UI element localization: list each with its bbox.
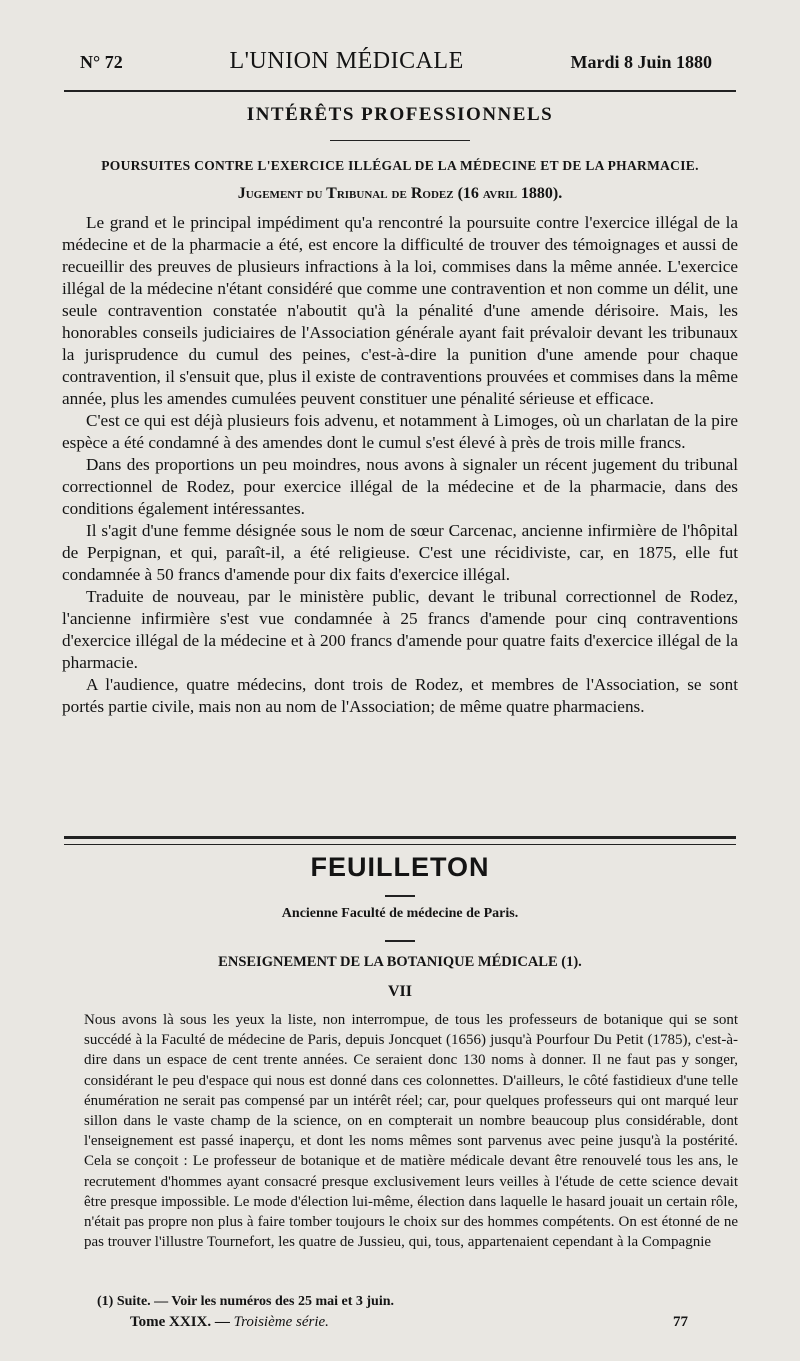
article-paragraph: A l'audience, quatre médecins, dont trois de Rodez, et membres de l'Association, se sont portés partie civile, mais non au nom de l'Association; de même quatre pharmaciens. — [62, 675, 738, 716]
feuilleton-dash — [385, 895, 415, 897]
article-paragraph: C'est ce qui est déjà plusieurs fois advenu, et notamment à Limoges, où un charlatan de la pire espèce a été condamné à des amendes dont le cumul s'est élevé à près de trois mille francs. — [62, 411, 738, 452]
volume-number: Tome XXIX. — — [130, 1314, 230, 1330]
journal-title: L'UNION MÉDICALE — [229, 48, 464, 74]
issue-date: Mardi 8 Juin 1880 — [570, 52, 712, 72]
page-number: 77 — [673, 1314, 688, 1330]
faculty-heading: Ancienne Faculté de médecine de Paris. — [281, 906, 519, 921]
feuilleton-paragraph: Nous avons là sous les yeux la liste, non interrompue, de tous les professeurs de botanique qui se sont succédé à la Faculté de médecine de Paris, depuis Joncquet (1656) jusqu'à Pourfour Du Petit (1785), c'est-à-dire dans un espace de cent trente années. Ce seraient donc 130 noms à donner. Il ne faut pas y songer, considérant le peu d'espace qui nous est donné dans ces colonnettes. D'ailleurs, le côté fastidieux d'une telle énumération ne serait pas compensé par un intérêt réel; car, pour quelques professeurs qui ont marqué leur sillon dans le vaste champ de la science, on en compterait un nombre beaucoup plus considérable, dont l'enseignement est passé inaperçu, et dont les noms mêmes sont parvenus avec peine jusqu'à la postérité. Cela se conçoit : Le professeur de botanique et de matière médicale devant être renouvelé tous les ans, le recrutement d'hommes ayant consacré presque exclusivement leurs veilles à l'étude de cette science devait être presque impossible. Le mode d'élection lui-même, élection dans laquelle le hasard jouait un certain rôle, n'était pas propre non plus à faire tomber toujours le choix sur des hommes compétents. On est étonné de ne pas trouver l'illustre Tournefort, les quatre de Jussieu, qui, tous, appartenaient cependant à la Compagnie — [84, 1012, 738, 1251]
feuilleton-rule — [64, 836, 736, 845]
section-divider — [330, 140, 470, 141]
article-paragraph: Le grand et le principal impédiment qu'a rencontré la poursuite contre l'exercice illégal de la médecine et de la pharmacie a été, est encore la difficulté de trouver des témoignages et aussi de recueillir des preuves de plusieurs infractions à la loi, commises dans la même année. L'exercice illégal de la médecine n'étant considéré que comme une contravention et non comme un délit, une seule contravention constatée n'aboutit qu'à la pénalité d'une amende dérisoire. Mais, les honorables conseils judiciaires de l'Association générale ayant fait prévaloir devant les tribunaux la jurisprudence du cumul des peines, c'est-à-dire la punition d'une amende pour chaque contravention, il s'ensuit que, plus il existe de contraventions prouvées et commises dans la même année, plus les amendes cumulées peuvent constituer une pénalité sérieuse et efficace. — [62, 213, 738, 408]
header-rule — [64, 90, 736, 92]
article-paragraph: Dans des proportions un peu moindres, nous avons à signaler un récent jugement du tribunal correctionnel de Rodez, pour exercice illégal de la médecine et de la pharmacie, dans des conditions également intéressantes. — [62, 455, 738, 518]
article-body — [62, 212, 738, 718]
series-label: Troisième série. — [233, 1314, 329, 1330]
feuilleton-body — [84, 1010, 738, 1252]
feuilleton-title: FEUILLETON — [310, 852, 490, 882]
faculty-dash — [385, 940, 415, 942]
footnote: (1) Suite. — Voir les numéros des 25 mai et 3 juin. — [97, 1294, 394, 1309]
running-head — [80, 48, 712, 75]
issue-number: N° 72 — [80, 52, 123, 72]
article-subheading: Jugement du Tribunal de Rodez (16 avril 1880). — [237, 185, 563, 202]
article-paragraph: Il s'agit d'une femme désignée sous le nom de sœur Carcenac, ancienne infirmière de l'hôpital de Perpignan, et qui, paraît-il, a été religieuse. C'est une récidiviste, car, en 1875, elle fut condamnée à 50 francs d'amende pour dix faits d'exercice illégal. — [62, 521, 738, 584]
page-footer — [130, 1314, 688, 1331]
section-title: INTÉRÊTS PROFESSIONNELS — [246, 104, 554, 125]
article-heading: POURSUITES CONTRE L'EXERCICE ILLÉGAL DE LA MÉDECINE ET DE LA PHARMACIE. — [101, 158, 699, 173]
teaching-heading: ENSEIGNEMENT DE LA BOTANIQUE MÉDICALE (1). — [218, 954, 582, 970]
article-paragraph: Traduite de nouveau, par le ministère public, devant le tribunal correctionnel de Rodez, l'ancienne infirmière s'est vue condamnée à 25 francs d'amende pour cinq contraventions d'exercice illégal de la médecine et à 200 francs d'amende pour quatre faits d'exercice illégal de la pharmacie. — [62, 587, 738, 672]
chapter-number: VII — [387, 983, 412, 1000]
volume-label — [130, 1314, 329, 1331]
